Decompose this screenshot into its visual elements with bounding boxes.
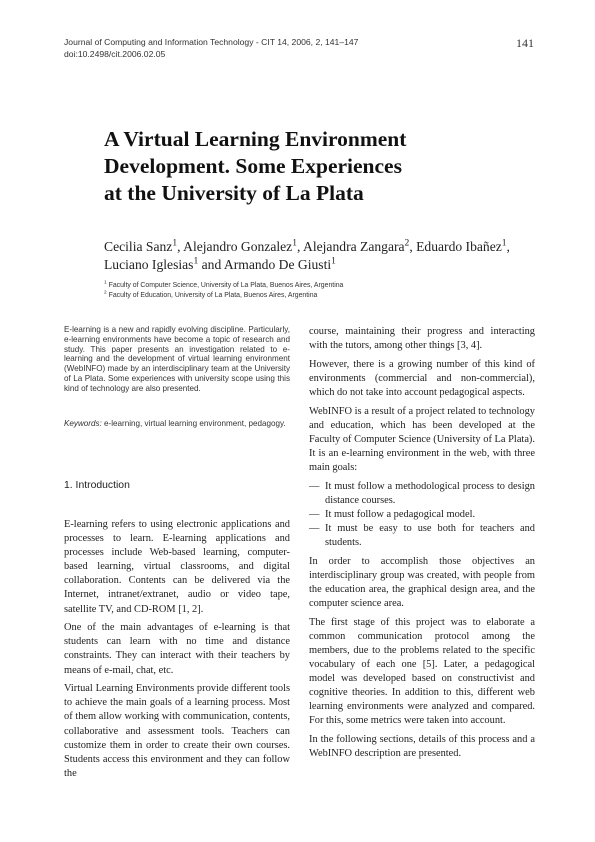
author-name: Eduardo Ibañez xyxy=(416,239,502,254)
list-item xyxy=(309,522,535,550)
author-name: Alejandra Zangara xyxy=(303,239,405,254)
author-name: Alejandro Gonzalez xyxy=(183,239,293,254)
page-number: 141 xyxy=(516,36,534,50)
affiliation-text: Faculty of Education, University of La Plata, Buenos Aires, Argentina xyxy=(108,292,318,299)
paragraph: In order to accomplish those objectives an interdisciplinary group was created, with people from the education area, the graphical design area, and the computer science area. xyxy=(309,555,535,610)
dash-bullet: — xyxy=(309,523,320,534)
abstract: E-learning is a new and rapidly evolving discipline. Particularly, e-learning environments have become a topic of research and study. This paper presents an investigation related to e-learning and the development of virtual learning environment (WebINFO) made by an interdisciplinary team at the University of La Plata. Some experiences with university scope using this kind of technology are also presented. xyxy=(64,325,290,393)
author-name: Luciano Iglesias xyxy=(104,256,194,272)
dash-bullet: — xyxy=(309,480,320,492)
paragraph: The first stage of this project was to elaborate a common communication protocol among the members, due to the problems related to the specific vocabulary of each one [5]. Later, a pedagogical model was developed based on constructivist and cognitive theories. In addition to this, different web learning environments were analyzed and compared. For this, some metrics were taken into account. xyxy=(309,616,535,727)
author-affil-mark: 2 xyxy=(404,238,410,249)
affiliation-mark: 2 xyxy=(104,290,107,296)
author-list xyxy=(104,238,544,273)
affiliation xyxy=(104,291,343,301)
list-item-text: It must follow a methodological process to design distance courses. xyxy=(325,480,535,506)
paragraph: In the following sections, details of this process and a WebINFO description are presented. xyxy=(309,734,535,760)
author-name: Cecilia Sanz xyxy=(104,239,173,254)
affiliation xyxy=(104,281,343,291)
list-item xyxy=(309,508,535,522)
paragraph: Virtual Learning Environments provide different tools to achieve the main goals of a learning process. Most of them allow working with communication, contents, collaborative and assessment tools. Teachers can customize them in order to create their own courses. Students access this environment and they can follow the xyxy=(64,683,290,779)
author-affil-mark: 1 xyxy=(172,238,178,249)
goals-list xyxy=(309,480,535,550)
paragraph: One of the main advantages of e-learning is that students can learn with no time and distance constraints. They can interact with their teachers by means of e-mail, chat, etc. xyxy=(64,622,290,676)
affiliation-mark: 1 xyxy=(104,280,107,286)
keywords xyxy=(64,419,290,429)
list-item-text: It must be easy to use both for teachers and students. xyxy=(325,523,535,549)
journal-header xyxy=(64,36,358,60)
author-line: Luciano Iglesias$^1$ and Armando De Giusti$^1$ xyxy=(104,255,336,272)
title-line: A Virtual Learning Environment xyxy=(104,127,407,151)
paragraph: course, maintaining their progress and interacting with the tutors, among other things [3, 4]. xyxy=(309,326,535,352)
affiliations xyxy=(104,281,343,301)
left-column-body xyxy=(64,518,290,785)
author-line: Cecilia Sanz$^1$, Alejandro Gonzalez$^1$, Alejandra Zangara$^2$, Eduardo Ibañez$^1$, xyxy=(104,238,510,254)
paragraph: However, there is a growing number of this kind of environments (commercial and non-commercial), which do not take into account pedagogical aspects. xyxy=(309,358,535,398)
author-affil-mark: 1 xyxy=(292,238,297,249)
list-item xyxy=(309,480,535,508)
title-line: Development. Some Experiences xyxy=(104,154,402,178)
affiliation-text: Faculty of Computer Science, University of La Plata, Buenos Aires, Argentina xyxy=(108,282,344,289)
right-column-body xyxy=(309,325,535,766)
doi: doi:10.2498/cit.2006.02.05 xyxy=(64,49,166,59)
dash-bullet: — xyxy=(309,508,320,520)
keywords-text: e-learning, virtual learning environment, pedagogy. xyxy=(104,419,286,428)
keywords-label: Keywords: xyxy=(64,419,102,428)
paragraph: E-learning refers to using electronic applications and processes to learn. E-learning applications and processes include Web-based learning, computer-based learning, virtual classrooms, and digital collaboration. Contents can be delivered via the Internet, intranet/extranet, audio or video tape, satellite TV, and CD-ROM [1, 2]. xyxy=(64,519,290,615)
author-name: Armando De Giusti xyxy=(223,256,332,272)
journal-citation: Journal of Computing and Information Technology - CIT 14, 2006, 2, 141–147 xyxy=(64,37,359,47)
paragraph: WebINFO is a result of a project related to technology and education, which has been developed at the Faculty of Computer Science (University of La Plata). It is an e-learning environment in the web, with three main goals: xyxy=(309,405,535,474)
section-heading: 1. Introduction xyxy=(64,480,130,491)
title-line: at the University of La Plata xyxy=(104,181,364,205)
author-affil-mark: 1 xyxy=(501,238,507,249)
list-item-text: It must follow a pedagogical model. xyxy=(325,508,476,520)
paper-title xyxy=(104,126,524,207)
author-affil-mark: 1 xyxy=(331,255,336,266)
author-affil-mark: 1 xyxy=(193,255,199,266)
